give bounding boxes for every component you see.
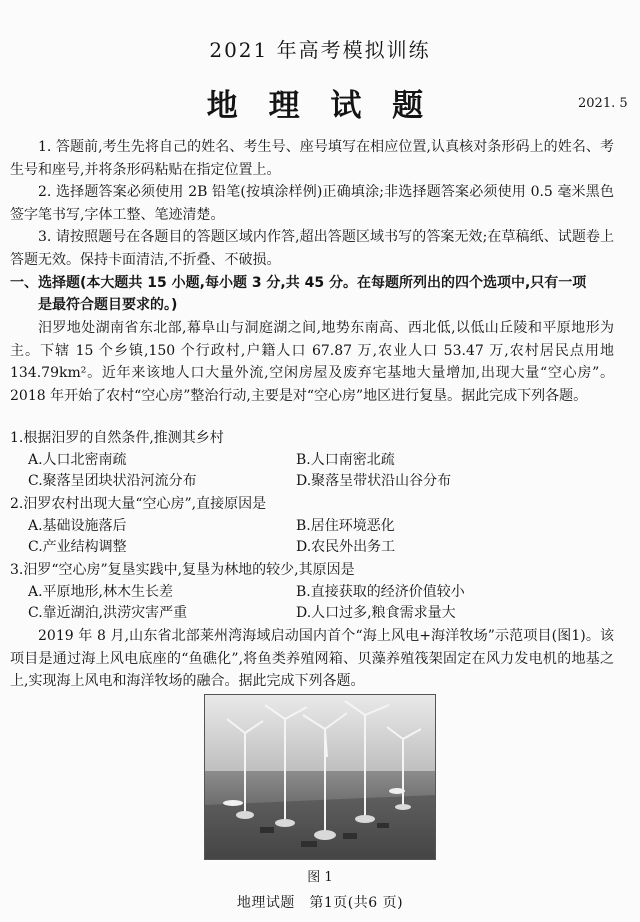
question-1-option-b: B.人口南密北疏 [296,452,395,468]
question-1-stem: 1.根据汨罗的自然条件,推测其乡村 [10,430,224,446]
instruction-3: 3. 请按照题号在各题目的答题区域内作答,超出答题区域书写的答案无效;在草稿纸、试题卷上答题无效。保持卡面清洁,不折叠、不破损。 [10,229,614,268]
question-1-option-d: D.聚落呈带状沿山谷分布 [296,473,452,489]
section-heading-line-2: 是最符合题目要求的。) [38,297,178,313]
instruction-2: 2. 选择题答案必须使用 2B 铅笔(按填涂样例)正确填涂;非选择题答案必须使用 0.5 毫米黑色签字笔书写,字体工整、笔迹清楚。 [10,184,614,223]
exam-subtitle: 2021 年高考模拟训练 [209,38,431,62]
wind-farm-illustration [205,695,435,859]
question-1-option-a: A.人口北密南疏 [28,452,127,468]
page-footer: 地理试题 第1页(共6 页) [236,895,404,911]
question-2-option-d: D.农民外出务工 [296,539,396,555]
question-2-option-c: C.产业结构调整 [28,539,127,555]
instruction-1: 1. 答题前,考生先将自己的姓名、考生号、座号填写在相应位置,认真核对条形码上的姓名、考生号和座号,并将条形码粘贴在指定位置上。 [10,139,614,178]
offshore-wind-farm-figure [204,694,436,860]
question-2-stem: 2.汨罗农村出现大量“空心房”,直接原因是 [10,496,267,512]
question-1-option-c: C.聚落呈团块状沿河流分布 [28,473,197,489]
passage-2: 2019 年 8 月,山东省北部莱州湾海域启动国内首个“海上风电+海洋牧场”示范项目(图1)。该项目是通过海上风电底座的“鱼礁化”,将鱼类养殖网箱、贝藻养殖筏架固定在风力发电机的地基之上,实现海上风电和海洋牧场的融合。据此完成下列各题。 [10,628,614,689]
section-heading-line-1: 一、选择题(本大题共 15 小题,每小题 3 分,共 45 分。在每题所列出的四个选项中,只有一项 [10,275,587,291]
question-3-option-a: A.平原地形,林木生长差 [28,584,174,600]
passage-1: 汨罗地处湖南省东北部,幕阜山与洞庭湖之间,地势东南高、西北低,以低山丘陵和平原地形为主。下辖 15 个乡镇,150 个行政村,户籍人口 67.87 万,农业人口 53.47 万,农村居民点用地 134.79km²。近年来该地人口大量外流,空闲房屋及废弃宅基地大量增加,出现大量“空心房”。2018 年开始了农村“空心房”整治行动,主要是对“空心房”地区进行复垦。据此完成下列各题。 [10,320,614,404]
exam-title: 地 理 试 题 [206,88,434,124]
question-3-stem: 3.汨罗“空心房”复垦实践中,复垦为林地的较少,其原因是 [10,562,355,578]
question-3-option-d: D.人口过多,粮食需求量大 [296,605,456,621]
exam-date: 2021. 5 [578,96,628,111]
figure-caption: 图 1 [307,870,333,885]
question-2-option-b: B.居住环境恶化 [296,518,395,534]
question-3-option-b: B.直接获取的经济价值较小 [296,584,465,600]
section-heading [10,272,620,316]
question-2-option-a: A.基础设施落后 [28,518,127,534]
question-3-option-c: C.靠近湖泊,洪涝灾害严重 [28,605,188,621]
